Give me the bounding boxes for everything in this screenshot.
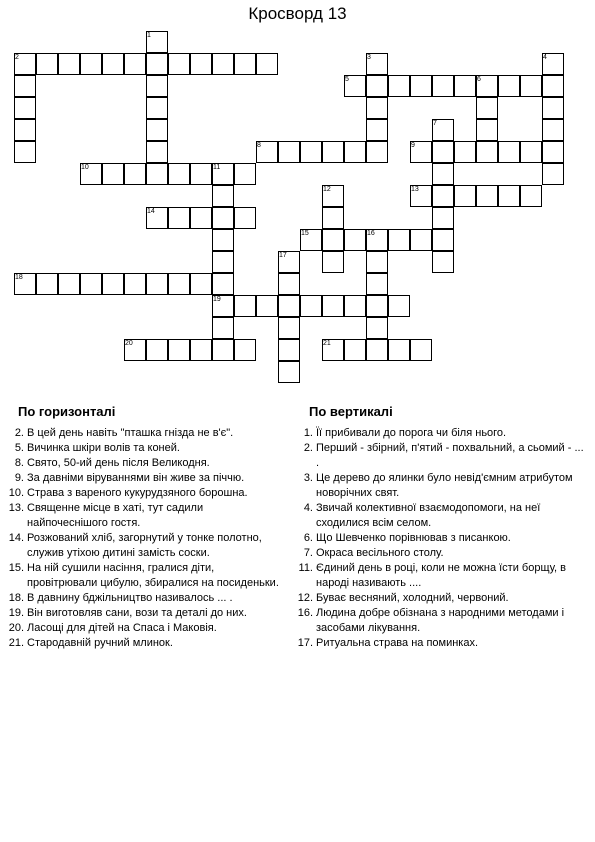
clue-number: 8	[257, 142, 261, 149]
crossword-cell[interactable]	[278, 295, 300, 317]
clue-number: 6.	[303, 532, 313, 544]
crossword-cell[interactable]	[190, 53, 212, 75]
down-clue	[297, 636, 587, 651]
crossword-cell[interactable]	[432, 229, 454, 251]
crossword-cell[interactable]	[212, 251, 234, 273]
crossword-cell[interactable]	[80, 273, 102, 295]
crossword-cell[interactable]	[14, 97, 36, 119]
crossword-cell[interactable]	[212, 207, 234, 229]
clue-number: 7	[433, 120, 437, 127]
crossword-cell[interactable]	[234, 53, 256, 75]
crossword-cell[interactable]	[432, 163, 454, 185]
crossword-cell[interactable]	[102, 273, 124, 295]
crossword-cell[interactable]	[498, 141, 520, 163]
clue-text: Священне місце в хаті, тут садили найпочеснішого гостя.	[27, 502, 204, 529]
crossword-cell[interactable]	[542, 75, 564, 97]
crossword-cell[interactable]	[168, 163, 190, 185]
crossword-cell[interactable]	[212, 185, 234, 207]
clue-text: Страва з вареного кукурудзяного борошна.	[27, 487, 248, 499]
crossword-cell[interactable]	[58, 53, 80, 75]
clue-number: 12.	[297, 592, 313, 604]
crossword-cell[interactable]	[278, 273, 300, 295]
crossword-cell[interactable]	[168, 207, 190, 229]
clue-text: За давніми віруваннями він живе за піччю.	[27, 472, 245, 484]
crossword-cell[interactable]	[278, 141, 300, 163]
page-title: Кросворд 13	[248, 4, 347, 23]
clue-number: 21	[323, 340, 331, 347]
crossword-cell[interactable]	[256, 53, 278, 75]
clue-number: 20	[125, 340, 133, 347]
crossword-cell[interactable]	[366, 339, 388, 361]
clue-number: 9	[411, 142, 415, 149]
across-clue	[8, 621, 280, 636]
clue-text: Свято, 50-ий день після Великодня.	[27, 457, 210, 469]
crossword-cell[interactable]	[102, 53, 124, 75]
crossword-cell[interactable]	[146, 53, 168, 75]
down-clue	[297, 471, 587, 501]
clue-number: 2	[15, 54, 19, 61]
clue-text: Ритуальна страва на поминках.	[316, 637, 479, 649]
down-clue	[297, 546, 587, 561]
crossword-cell[interactable]	[498, 185, 520, 207]
down-clue	[297, 591, 587, 606]
crossword-cell[interactable]	[520, 141, 542, 163]
crossword-cell[interactable]	[454, 75, 476, 97]
crossword-cell[interactable]	[190, 163, 212, 185]
crossword-cell[interactable]	[476, 185, 498, 207]
clue-number: 6	[477, 76, 481, 83]
crossword-cell[interactable]	[190, 207, 212, 229]
crossword-cell[interactable]	[366, 141, 388, 163]
clue-text: На ній сушили насіння, гралися діти, провітрювали цибулю, збиралися на посиденьки.	[27, 562, 279, 589]
down-clue	[297, 606, 587, 636]
crossword-cell[interactable]	[146, 119, 168, 141]
crossword-cell[interactable]	[454, 185, 476, 207]
crossword-cell[interactable]	[498, 75, 520, 97]
crossword-cell[interactable]	[520, 185, 542, 207]
clue-number: 19.	[8, 607, 24, 619]
crossword-cell[interactable]	[542, 97, 564, 119]
clue-number: 17	[279, 252, 287, 259]
crossword-cell[interactable]	[234, 163, 256, 185]
across-clues	[8, 404, 280, 651]
across-clue	[8, 426, 280, 441]
across-heading: По горизонталі	[18, 404, 116, 419]
down-clue	[297, 501, 587, 531]
across-clue	[8, 501, 280, 531]
crossword-cell[interactable]	[432, 141, 454, 163]
clue-number: 11.	[298, 562, 313, 574]
clue-text: Перший - збірний, п'ятий - похвальний, а сьомий - ... .	[316, 442, 584, 469]
crossword-cell[interactable]	[146, 97, 168, 119]
crossword-cell[interactable]	[542, 141, 564, 163]
crossword-cell[interactable]	[476, 97, 498, 119]
crossword-cell[interactable]	[410, 75, 432, 97]
clue-number: 14.	[8, 532, 24, 544]
clue-text: Стародавній ручний млинок.	[27, 637, 173, 649]
across-clue	[8, 441, 280, 456]
crossword-cell[interactable]	[278, 339, 300, 361]
crossword-cell[interactable]	[388, 339, 410, 361]
crossword-cell[interactable]	[322, 251, 344, 273]
clue-number: 19	[213, 296, 221, 303]
across-clue	[8, 606, 280, 621]
across-clue	[8, 561, 280, 591]
clue-text: Ласощі для дітей на Спаса і Маковія.	[27, 622, 217, 634]
clue-number: 4	[543, 54, 547, 61]
clue-number: 16	[367, 230, 375, 237]
clue-number: 18.	[8, 592, 24, 604]
crossword-cell[interactable]	[124, 273, 146, 295]
clue-text: Він виготовляв сани, вози та деталі до них.	[27, 607, 247, 619]
across-clue	[8, 531, 280, 561]
down-clue	[297, 561, 587, 591]
crossword-cell[interactable]	[212, 273, 234, 295]
clue-number: 4.	[303, 502, 313, 514]
clue-text: Розжований хліб, загорнутий у тонке полотно, служив утіхою дитині замість соски.	[27, 532, 262, 559]
clue-number: 14	[147, 208, 155, 215]
clue-number: 2.	[14, 427, 24, 439]
crossword-cell[interactable]	[234, 207, 256, 229]
crossword-cell[interactable]	[256, 295, 278, 317]
crossword-cell[interactable]	[432, 251, 454, 273]
clue-number: 2.	[303, 442, 313, 454]
crossword-cell[interactable]	[432, 207, 454, 229]
crossword-cell[interactable]	[278, 317, 300, 339]
clue-number: 15	[301, 230, 309, 237]
clue-number: 20.	[8, 622, 24, 634]
clue-text: Її прибивали до порога чи біля нього.	[316, 427, 507, 439]
crossword-cell[interactable]	[212, 229, 234, 251]
clue-text: В давнину бджільництво називалось ... .	[27, 592, 233, 604]
crossword-cell[interactable]	[190, 339, 212, 361]
clue-number: 13	[411, 186, 419, 193]
crossword-cell[interactable]	[322, 229, 344, 251]
crossword-cell[interactable]	[146, 339, 168, 361]
clue-number: 13.	[8, 502, 24, 514]
clue-number: 21.	[8, 637, 24, 649]
crossword-cell[interactable]	[322, 295, 344, 317]
clue-text: Звичай колективної взаємодопомоги, на неї сходилися всім селом.	[316, 502, 541, 529]
crossword-cell[interactable]	[36, 53, 58, 75]
crossword-cell[interactable]	[476, 119, 498, 141]
crossword-cell[interactable]	[344, 339, 366, 361]
across-clue	[8, 456, 280, 471]
crossword-cell[interactable]	[344, 295, 366, 317]
clue-number: 3	[367, 54, 371, 61]
crossword-cell[interactable]	[168, 53, 190, 75]
crossword-cell[interactable]	[388, 75, 410, 97]
across-clue	[8, 636, 280, 651]
clue-number: 17.	[297, 637, 313, 649]
clue-text: Буває весняний, холодний, червоний.	[316, 592, 509, 604]
crossword-cell[interactable]	[300, 295, 322, 317]
clue-number: 18	[15, 274, 23, 281]
clue-number: 10	[81, 164, 89, 171]
crossword-cell[interactable]	[190, 273, 212, 295]
crossword-cell[interactable]	[14, 119, 36, 141]
crossword-cell[interactable]	[168, 273, 190, 295]
crossword-cell[interactable]	[520, 75, 542, 97]
crossword-cell[interactable]	[366, 295, 388, 317]
crossword-cell[interactable]	[234, 339, 256, 361]
crossword-cell[interactable]	[278, 361, 300, 383]
clue-number: 11	[213, 164, 221, 171]
clue-number: 5	[345, 76, 349, 83]
across-clue	[8, 471, 280, 486]
down-clue	[297, 441, 587, 471]
crossword-cell[interactable]	[14, 75, 36, 97]
crossword-cell[interactable]	[212, 53, 234, 75]
crossword-cell[interactable]	[366, 251, 388, 273]
crossword-cell[interactable]	[322, 141, 344, 163]
crossword-cell[interactable]	[542, 119, 564, 141]
down-clue	[297, 531, 587, 546]
clue-text: Людина добре обізнана з народними методами і засобами лікування.	[316, 607, 565, 634]
crossword-cell[interactable]	[80, 53, 102, 75]
clue-text: Це дерево до ялинки було невід'ємним атрибутом новорічних свят.	[316, 472, 573, 499]
across-clue	[8, 591, 280, 606]
crossword-cell[interactable]	[366, 317, 388, 339]
crossword-cell[interactable]	[366, 273, 388, 295]
down-clue	[297, 426, 587, 441]
crossword-cell[interactable]	[146, 141, 168, 163]
crossword-cell[interactable]	[542, 163, 564, 185]
clue-number: 3.	[303, 472, 313, 484]
crossword-cell[interactable]	[388, 295, 410, 317]
clue-number: 9.	[14, 472, 24, 484]
crossword-cell[interactable]	[234, 295, 256, 317]
clue-number: 16.	[297, 607, 313, 619]
crossword-cell[interactable]	[146, 273, 168, 295]
crossword-cell[interactable]	[388, 229, 410, 251]
crossword-grid	[0, 0, 595, 400]
crossword-cell[interactable]	[124, 163, 146, 185]
crossword-cell[interactable]	[344, 141, 366, 163]
clue-text: Що Шевченко порівнював з писанкою.	[316, 532, 511, 544]
crossword-cell[interactable]	[454, 141, 476, 163]
crossword-cell[interactable]	[212, 317, 234, 339]
clue-text: Єдиний день в році, коли не можна їсти борщу, в народі називають ....	[316, 562, 566, 589]
crossword-cell[interactable]	[432, 75, 454, 97]
crossword-cell[interactable]	[322, 207, 344, 229]
crossword-cell[interactable]	[146, 163, 168, 185]
down-clues	[297, 404, 587, 651]
crossword-cell[interactable]	[366, 75, 388, 97]
across-clue	[8, 486, 280, 501]
clue-number: 15.	[8, 562, 24, 574]
crossword-cell[interactable]	[432, 185, 454, 207]
clue-number: 7.	[303, 547, 313, 559]
clue-number: 1	[147, 32, 151, 39]
down-heading: По вертикалі	[309, 404, 393, 419]
crossword-cell[interactable]	[124, 53, 146, 75]
crossword-cell[interactable]	[366, 119, 388, 141]
crossword-cell[interactable]	[300, 141, 322, 163]
crossword-cell[interactable]	[14, 141, 36, 163]
clue-text: В цей день навіть "пташка гнізда не в'є".	[27, 427, 234, 439]
crossword-cell[interactable]	[36, 273, 58, 295]
clue-number: 12	[323, 186, 331, 193]
crossword-cell[interactable]	[410, 229, 432, 251]
crossword-cell[interactable]	[410, 339, 432, 361]
crossword-cell[interactable]	[102, 163, 124, 185]
crossword-cell[interactable]	[58, 273, 80, 295]
clue-number: 1.	[303, 427, 313, 439]
crossword-cell[interactable]	[146, 75, 168, 97]
clue-number: 5.	[14, 442, 24, 454]
clue-text: Вичинка шкіри волів та коней.	[27, 442, 180, 454]
clue-number: 8.	[14, 457, 24, 469]
crossword-cell[interactable]	[366, 97, 388, 119]
crossword-cell[interactable]	[212, 339, 234, 361]
crossword-cell[interactable]	[476, 141, 498, 163]
crossword-cell[interactable]	[168, 339, 190, 361]
clue-number: 10.	[8, 487, 24, 499]
clue-text: Окраса весільного столу.	[316, 547, 444, 559]
crossword-cell[interactable]	[344, 229, 366, 251]
